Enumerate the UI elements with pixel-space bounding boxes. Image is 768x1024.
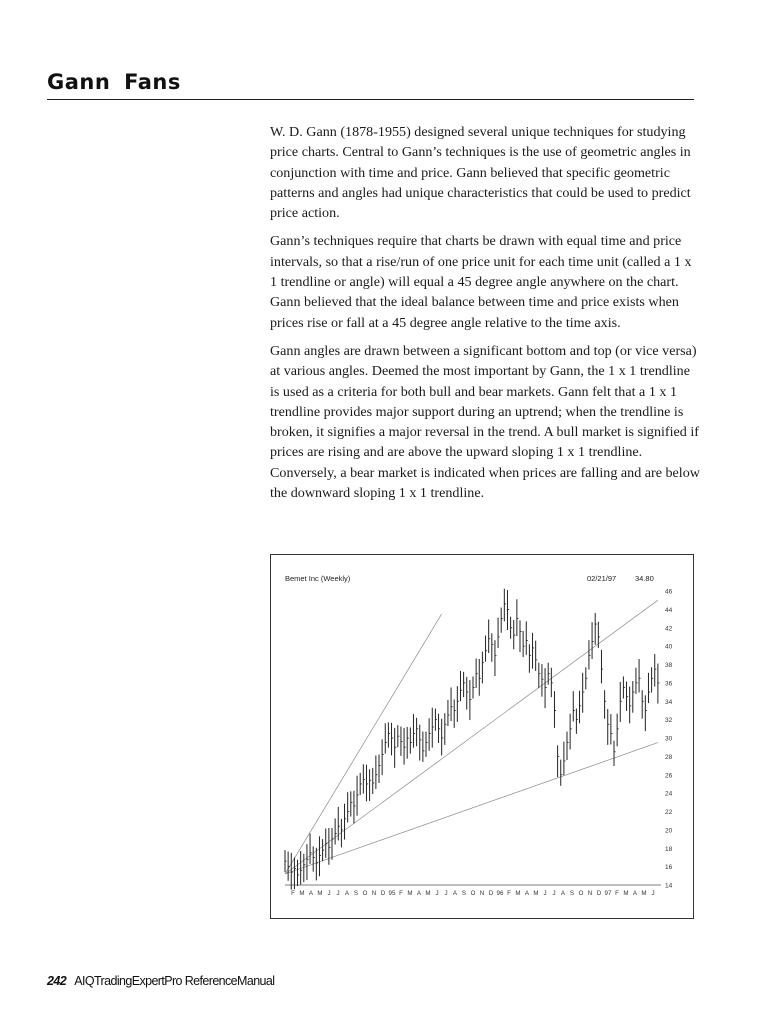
- x-tick-label: 95: [388, 890, 396, 897]
- x-tick-label: D: [380, 890, 386, 897]
- x-tick-label: A: [416, 890, 422, 897]
- x-tick-label: A: [524, 890, 530, 897]
- x-tick-label: J: [327, 890, 331, 897]
- y-tick-label: 46: [665, 588, 673, 596]
- x-tick-label: 96: [496, 890, 504, 897]
- x-tick-label: D: [488, 890, 494, 897]
- x-tick-label: J: [552, 890, 556, 897]
- y-tick-label: 20: [665, 827, 673, 835]
- x-tick-label: F: [399, 890, 403, 897]
- x-tick-label: M: [299, 890, 305, 897]
- x-tick-label: O: [470, 890, 476, 897]
- chart-svg: [271, 555, 693, 918]
- x-tick-label: J: [435, 890, 439, 897]
- x-tick-label: J: [336, 890, 340, 897]
- gann-fan-line: [285, 743, 658, 874]
- y-tick-label: 36: [665, 680, 673, 688]
- y-tick-label: 34: [665, 698, 673, 706]
- body-text: [270, 122, 700, 511]
- x-tick-label: M: [515, 890, 521, 897]
- chart-date-label: 02/21/97: [587, 574, 617, 583]
- x-tick-label: O: [362, 890, 368, 897]
- x-tick-label: M: [425, 890, 431, 897]
- x-tick-label: J: [543, 890, 547, 897]
- x-tick-label: J: [444, 890, 448, 897]
- x-tick-label: A: [308, 890, 314, 897]
- y-tick-label: 22: [665, 809, 673, 816]
- book-title: AIQTradingExpertPro ReferenceManual: [74, 974, 275, 988]
- x-tick-label: F: [615, 890, 619, 897]
- x-tick-label: M: [623, 890, 629, 897]
- x-tick-label: N: [479, 890, 485, 897]
- x-tick-label: A: [452, 890, 458, 897]
- y-tick-label: 30: [665, 735, 673, 743]
- x-tick-label: F: [291, 890, 295, 897]
- x-tick-label: F: [507, 890, 511, 897]
- page-title: Gann Fans: [47, 70, 181, 94]
- x-tick-label: D: [596, 890, 602, 897]
- x-tick-label: A: [560, 890, 566, 897]
- y-tick-label: 44: [665, 606, 673, 614]
- x-tick-label: S: [461, 890, 467, 897]
- y-tick-label: 32: [665, 717, 673, 725]
- chart-last-value-label: 34.80: [635, 574, 654, 583]
- x-tick-label: M: [641, 890, 647, 897]
- paragraph-2: Gann’s techniques require that charts be drawn with equal time and price intervals, so that a rise/run of one price unit for each time unit (called a 1 x 1 trendline or angle) will equal a 45 degree angle anywhere on the chart. Gann believed that the ideal balance between time and price exists when prices rise or fall at a 45 degree angle relative to the time axis.: [270, 233, 692, 331]
- x-tick-label: 97: [604, 890, 612, 897]
- x-tick-label: S: [569, 890, 575, 897]
- page-footer: [47, 974, 274, 988]
- paragraph-1: W. D. Gann (1878-1955) designed several unique techniques for studying price charts. Central to Gann’s techniques is the use of geometric angles in conjunction with time and price. Gann believed that specific geometric patterns and angles had unique characteristics that could be used to predict price action.: [270, 124, 691, 222]
- chart-title: Bemet Inc (Weekly): [285, 574, 351, 583]
- y-tick-label: 16: [665, 864, 673, 872]
- y-tick-label: 18: [665, 845, 673, 853]
- x-tick-label: M: [317, 890, 323, 897]
- x-tick-label: A: [632, 890, 638, 897]
- x-tick-label: N: [371, 890, 377, 897]
- y-tick-label: 40: [665, 643, 673, 651]
- x-tick-label: S: [353, 890, 359, 897]
- y-tick-label: 28: [665, 753, 673, 761]
- paragraph-3: Gann angles are drawn between a significant bottom and top (or vice versa) at various angles. Deemed the most important by Gann, the 1 x 1 trendline is used as a criteria for both bull and bear markets. Gann felt that a 1 x 1 trendline provides major support during an uptrend; when the trendline is broken, it signifies a major reversal in the trend. A bull market is signified if prices are rising and are above the upward sloping 1 x 1 trendline. Conversely, a bear market is indicated when prices are falling and are below the downward sloping 1 x 1 trendline.: [270, 342, 700, 502]
- title-divider: [47, 99, 694, 100]
- page-number: 242: [47, 974, 67, 988]
- gann-fan-line: [285, 614, 442, 874]
- y-tick-label: 42: [665, 625, 673, 633]
- x-tick-label: J: [651, 890, 655, 897]
- x-tick-label: M: [407, 890, 413, 897]
- x-tick-label: M: [533, 890, 539, 897]
- y-tick-label: 24: [665, 790, 673, 798]
- gann-fan-chart: [270, 554, 694, 919]
- x-tick-label: A: [344, 890, 350, 897]
- y-tick-label: 38: [665, 662, 673, 669]
- x-tick-label: O: [578, 890, 584, 897]
- y-tick-label: 26: [665, 772, 673, 780]
- x-tick-label: N: [587, 890, 593, 897]
- y-tick-label: 14: [665, 882, 673, 890]
